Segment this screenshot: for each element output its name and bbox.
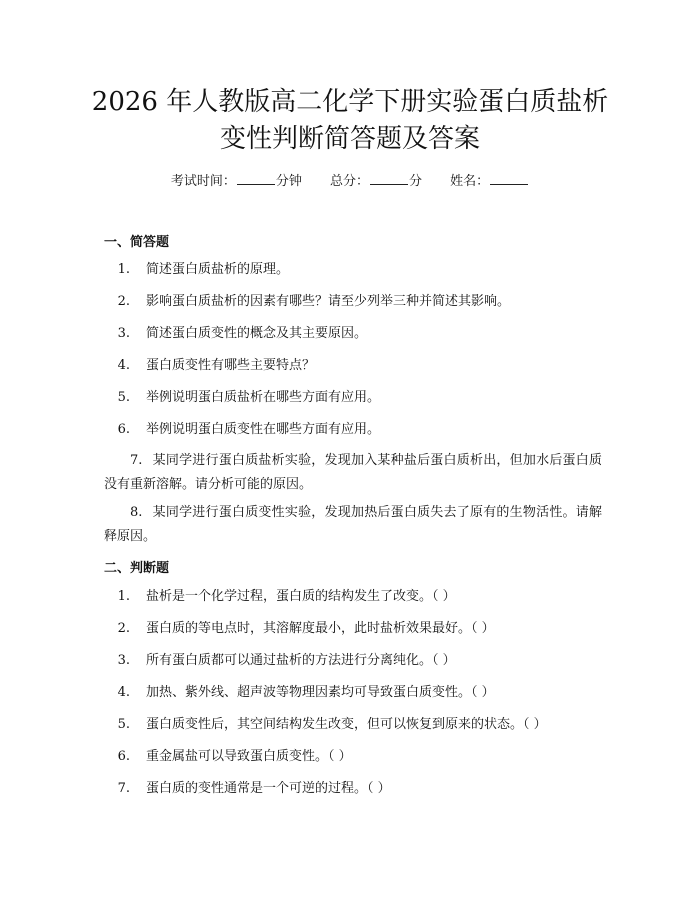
student-name-field [450, 170, 529, 189]
question-number: 5. [117, 390, 130, 405]
exam-time-field [171, 170, 302, 189]
question-number: 6. [117, 749, 130, 764]
question-number: 4. [117, 358, 130, 373]
short-answer-question [104, 322, 604, 346]
question-number: 8. [130, 505, 143, 520]
exam-info-row [0, 170, 700, 189]
question-text: 蛋白质变性有哪些主要特点？ [146, 358, 316, 373]
section-heading-true-false: 二、判断题 [104, 561, 170, 576]
true-false-question [104, 745, 604, 769]
question-number: 3. [117, 326, 130, 341]
question-number: 7. [130, 453, 143, 468]
true-false-question [104, 617, 604, 641]
question-number: 6. [117, 422, 130, 437]
section-heading-short-answer: 一、简答题 [104, 235, 170, 250]
question-text: 举例说明蛋白质盐析在哪些方面有应用。 [146, 390, 381, 405]
short-answer-question [104, 290, 604, 314]
short-answer-question [104, 354, 604, 378]
question-text: 重金属盐可以导致蛋白质变性。（ ） [146, 749, 352, 764]
question-text: 蛋白质的等电点时，其溶解度最小，此时盐析效果最好。（ ） [146, 621, 495, 636]
short-answer-question [104, 501, 602, 549]
short-answer-question [104, 386, 604, 410]
student-name-label: 姓名： [450, 174, 490, 189]
short-answer-question [104, 449, 602, 497]
question-text: 蛋白质变性后，其空间结构发生改变，但可以恢复到原来的状态。（ ） [146, 717, 547, 732]
total-score-unit: 分 [409, 174, 423, 189]
exam-time-blank [237, 172, 275, 185]
question-number: 1. [117, 589, 130, 604]
student-name-blank [490, 172, 528, 185]
true-false-question [104, 777, 604, 801]
question-number: 2. [117, 294, 130, 309]
question-number: 5. [117, 717, 130, 732]
exam-time-unit: 分钟 [275, 174, 302, 189]
question-number: 4. [117, 685, 130, 700]
question-text: 盐析是一个化学过程，蛋白质的结构发生了改变。（ ） [146, 589, 456, 604]
true-false-question [104, 713, 604, 737]
document-title-line-2: 变性判断简答题及答案 [219, 124, 480, 154]
question-text: 某同学进行蛋白质盐析实验，发现加入某种盐后蛋白质析出，但加水后蛋白质没有重新溶解。请分析可能的原因。 [104, 453, 602, 492]
total-score-field [330, 170, 422, 189]
question-text: 简述蛋白质盐析的原理。 [146, 262, 290, 277]
question-text: 举例说明蛋白质变性在哪些方面有应用。 [146, 422, 381, 437]
question-text: 简述蛋白质变性的概念及其主要原因。 [146, 326, 368, 341]
short-answer-question [104, 258, 604, 282]
true-false-question [104, 585, 604, 609]
document-title-line-1: 2026 年人教版高二化学下册实验蛋白质盐析 [91, 87, 609, 117]
exam-time-label: 考试时间： [170, 174, 236, 189]
short-answer-question [104, 418, 604, 442]
total-score-label: 总分： [329, 174, 369, 189]
question-number: 3. [117, 653, 130, 668]
total-score-blank [370, 172, 408, 185]
question-text: 某同学进行蛋白质变性实验，发现加热后蛋白质失去了原有的生物活性。请解释原因。 [104, 505, 602, 544]
question-text: 影响蛋白质盐析的因素有哪些？请至少列举三种并简述其影响。 [146, 294, 511, 309]
question-number: 7. [117, 781, 130, 796]
question-number: 2. [117, 621, 130, 636]
question-number: 1. [117, 262, 130, 277]
question-text: 蛋白质的变性通常是一个可逆的过程。（ ） [146, 781, 391, 796]
true-false-question [104, 681, 604, 705]
question-text: 所有蛋白质都可以通过盐析的方法进行分离纯化。（ ） [146, 653, 456, 668]
question-text: 加热、紫外线、超声波等物理因素均可导致蛋白质变性。（ ） [146, 685, 495, 700]
true-false-question [104, 649, 604, 673]
